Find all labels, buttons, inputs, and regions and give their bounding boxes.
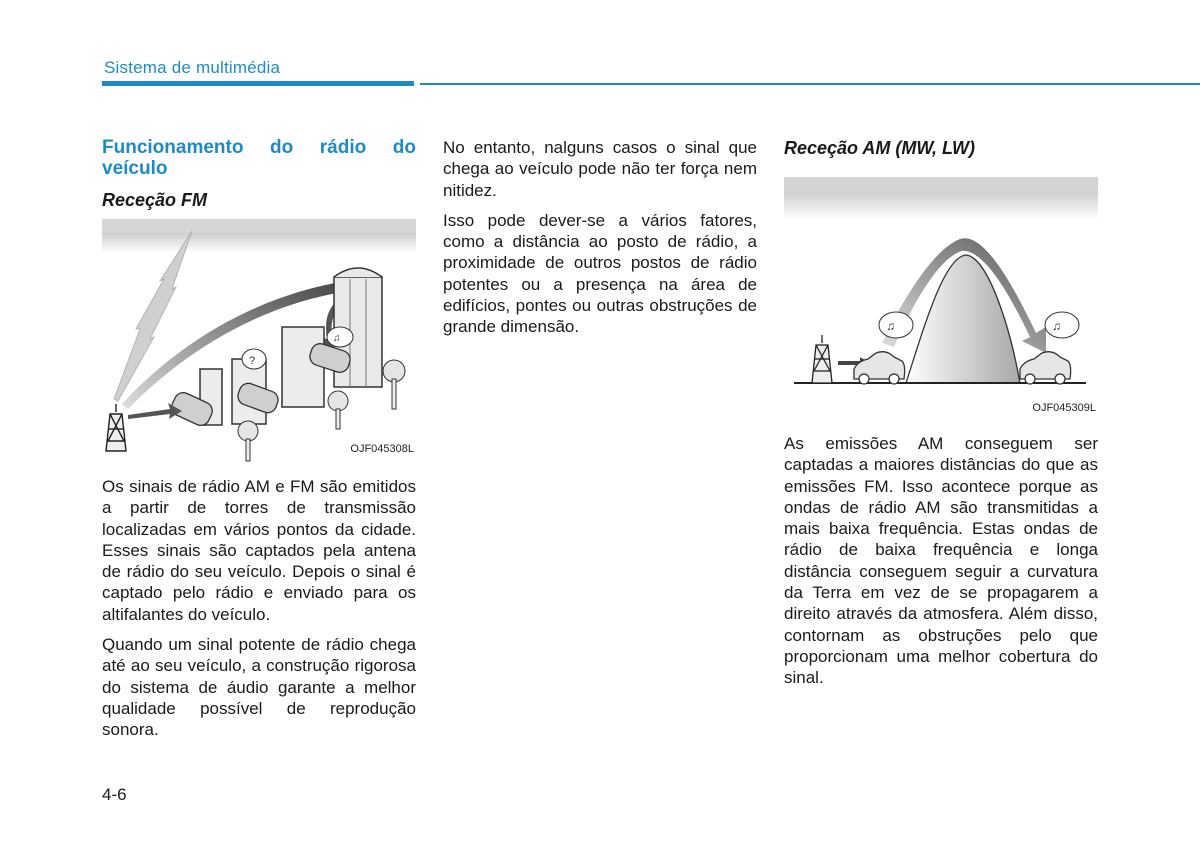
fm-illustration (102, 219, 416, 464)
paragraph: Os sinais de rádio AM e FM são emitidos a partir de torres de transmissão localizadas em vários pontos da cidade. Esses sinais são captados pela antena de rádio do seu veículo. Depois o sinal é captado pelo rádio e enviado para os altifalantes do veículo. (102, 477, 416, 624)
figure-code: OJF045308L (350, 442, 414, 455)
column-middle (443, 137, 757, 347)
subtitle-am: Receção AM (MW, LW) (784, 138, 976, 158)
paragraph: Quando um sinal potente de rádio chega até ao seu veículo, a construção rigorosa do sistema de áudio garante a melhor qualidade possível de reprodução sonora. (102, 635, 416, 740)
svg-text:?: ? (249, 355, 256, 367)
section-header-title: Sistema de multimédia (104, 58, 281, 77)
header-rule-thick (102, 81, 414, 86)
figure-fm-reception (102, 219, 416, 464)
am-illustration (784, 177, 1098, 423)
subtitle-fm: Receção FM (102, 190, 208, 210)
section-title: Funcionamento do rádio do veículo (102, 137, 416, 179)
paragraph: Isso pode dever-se a vários fatores, como a distância ao posto de rádio, a proximidade de outros postos de rádio potentes ou a presença na área de edifícios, pontes ou outras obstruções de grande dimensão. (443, 210, 757, 337)
svg-text:♫: ♫ (333, 333, 341, 344)
figure-code: OJF045309L (1032, 401, 1096, 414)
column-left (102, 137, 416, 750)
svg-text:♫: ♫ (886, 319, 895, 333)
paragraph: No entanto, nalguns casos o sinal que chega ao veículo pode não ter força nem nitidez. (443, 138, 757, 200)
figure-am-reception (784, 177, 1098, 423)
column-right (784, 137, 1098, 698)
svg-text:♫: ♫ (1052, 319, 1061, 333)
page-number: 4-6 (102, 785, 127, 804)
paragraph: As emissões AM conseguem ser captadas a maiores distâncias do que as emissões FM. Isso acontece porque as ondas de rádio AM são transmitidas a mais baixa frequência. Estas ondas de rádio de baixa frequência e longa distância conseguem seguir a curvatura da Terra em vez de se propagarem a direito através da atmosfera. Além disso, contornam as obstruções pelo que proporcionam uma melhor cobertura do sinal. (784, 434, 1098, 688)
header-rule-thin (420, 83, 1200, 85)
